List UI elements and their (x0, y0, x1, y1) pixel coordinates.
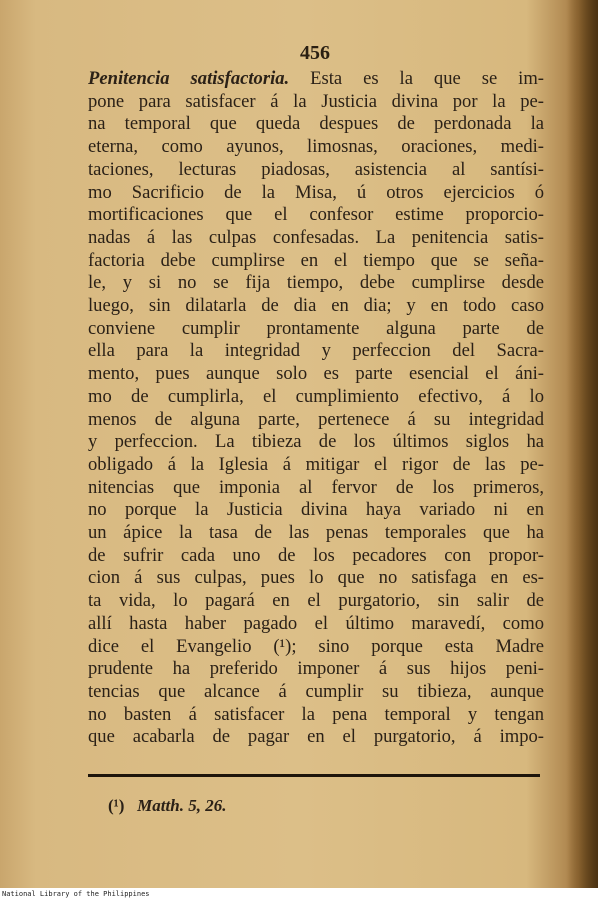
page-number: 456 (300, 42, 330, 64)
body-line: taciones, lecturas piadosas, asistencia al santísi- (88, 158, 544, 180)
body-line: mo de cumplirla, el cumplimiento efectivo, á lo (88, 385, 544, 407)
body-line: allí hasta haber pagado el último maravedí, como (88, 612, 544, 634)
body-line: mortificaciones que el confesor estime proporcio- (88, 204, 544, 226)
body-line: cion á sus culpas, pues lo que no satisfaga en es- (88, 567, 544, 589)
body-line: ella para la integridad y perfeccion del Sacra- (88, 340, 544, 362)
body-line: ta vida, lo pagará en el purgatorio, sin salir de (88, 590, 544, 612)
book-spine-shadow (566, 0, 598, 888)
body-line: na temporal que queda despues de perdonada la (88, 113, 544, 135)
footnote (108, 796, 226, 816)
body-text (88, 68, 544, 749)
library-caption: National Library of the Philippines (2, 890, 150, 898)
heading-term: Penitencia satisfactoria. (88, 68, 290, 89)
body-line: no basten á satisfacer la pena temporal y tengan (88, 703, 544, 725)
body-line: prudente ha preferido imponer á sus hijos peni- (88, 658, 544, 680)
body-line: nadas á las culpas confesadas. La penitencia satis- (88, 226, 544, 248)
body-line: nitencias que imponia al fervor de los primeros, (88, 476, 544, 498)
body-line: menos de alguna parte, pertenece á su integridad (88, 408, 544, 430)
footnote-marker: (¹) (108, 796, 125, 815)
first-line-rest: Esta es la que se im- (310, 68, 544, 89)
body-line: obligado á la Iglesia á mitigar el rigor de las pe- (88, 453, 544, 475)
body-line: le, y si no se fija tiempo, debe cumplirse desde (88, 272, 544, 294)
body-line: mento, pues aunque solo es parte esencial el áni- (88, 363, 544, 385)
body-line: de sufrir cada uno de los pecadores con propor- (88, 544, 544, 566)
body-line: eterna, como ayunos, limosnas, oraciones, medi- (88, 136, 544, 158)
body-line: un ápice la tasa de las penas temporales que ha (88, 522, 544, 544)
body-line: no porque la Justicia divina haya variado ni en (88, 499, 544, 521)
body-line: pone para satisfacer á la Justicia divina por la pe- (88, 90, 544, 112)
body-line: tencias que alcance á cumplir su tibieza, aunque (88, 680, 544, 702)
body-line: que acabarla de pagar en el purgatorio, á impo- (88, 726, 544, 748)
footnote-reference: Matth. 5, 26. (137, 796, 227, 815)
footnote-rule (88, 774, 540, 777)
body-line (88, 68, 544, 91)
body-line: conviene cumplir prontamente alguna parte de (88, 317, 544, 339)
body-line: factoria debe cumplirse en el tiempo que se seña- (88, 249, 544, 271)
body-line: luego, sin dilatarla de dia en dia; y en todo caso (88, 295, 544, 317)
body-line: mo Sacrificio de la Misa, ú otros ejercicios ó (88, 181, 544, 203)
body-line: dice el Evangelio (¹); sino porque esta Madre (88, 635, 544, 657)
body-line: y perfeccion. La tibieza de los últimos siglos ha (88, 431, 544, 453)
